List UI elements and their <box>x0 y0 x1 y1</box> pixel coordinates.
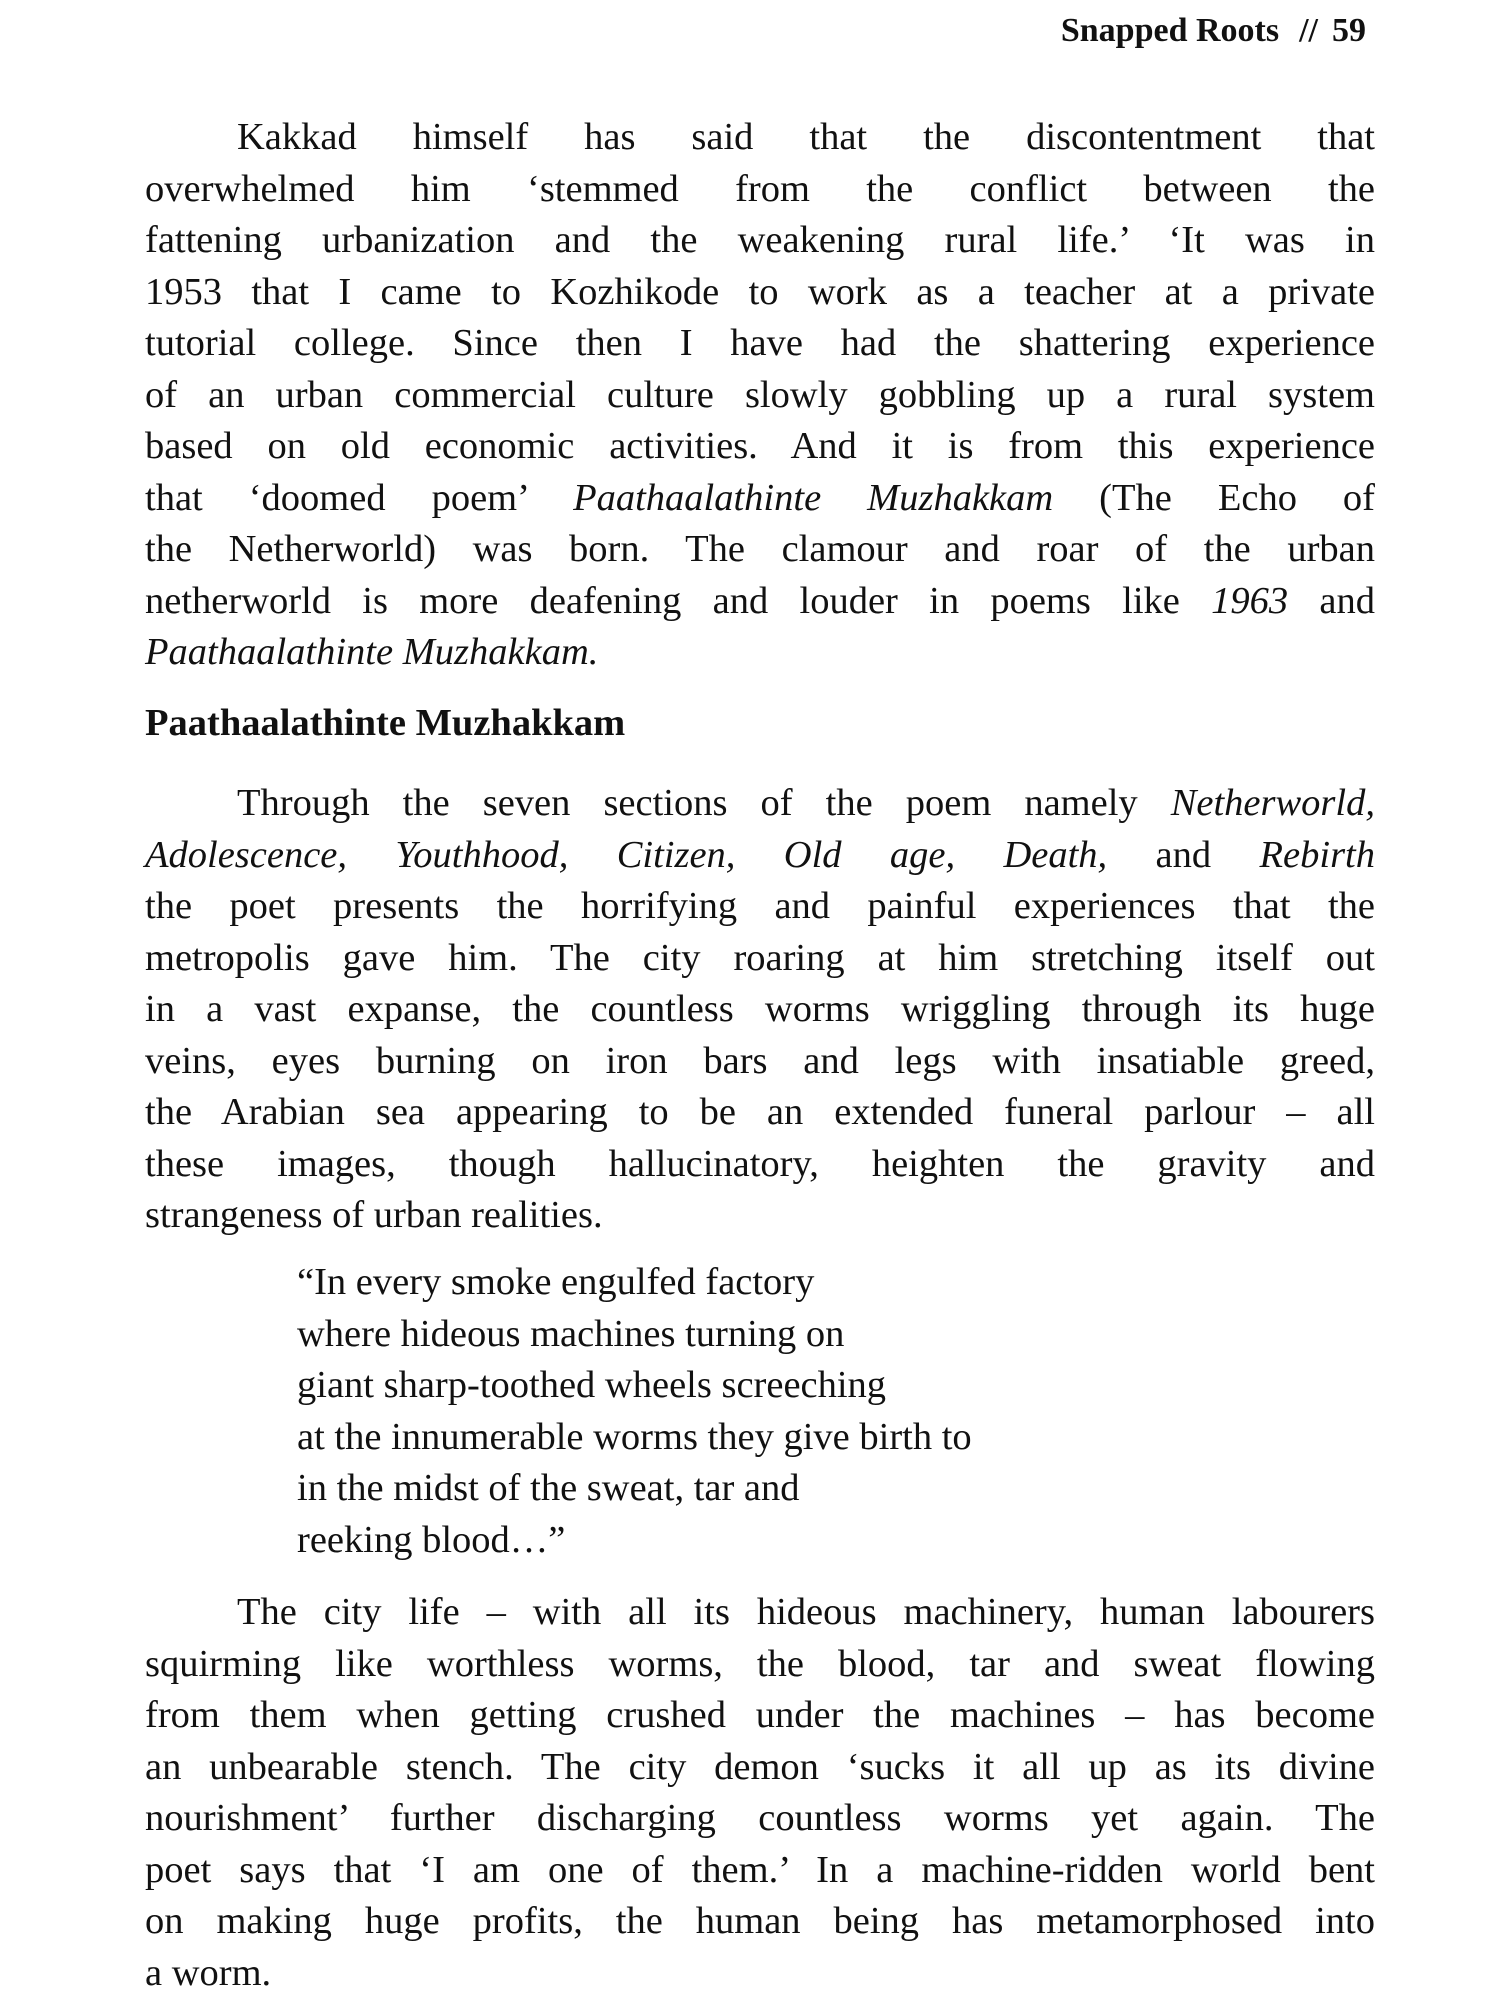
paragraph-intro <box>145 112 1375 679</box>
text-run: that ‘doomed poem’ <box>145 476 574 519</box>
text-line: nourishment’ further discharging countless worms yet again. The <box>145 1797 1375 1839</box>
text-run: (The Echo of <box>1053 476 1376 519</box>
poem-title-italic: Paathaalathinte Muzhakkam <box>573 476 1054 519</box>
text-line: 1953 that I came to Kozhikode to work as a teacher at a private <box>145 270 1375 313</box>
text-line: overwhelmed him ‘stemmed from the conflict between the <box>145 167 1375 210</box>
text-line <box>145 627 1375 679</box>
text-line <box>145 778 1375 830</box>
text-line <box>145 473 1375 525</box>
text-line: in a vast expanse, the countless worms wriggling through its huge <box>145 988 1375 1030</box>
section-names-italic: Rebirth <box>1259 833 1375 876</box>
verse-line: reeking blood…” <box>297 1518 566 1561</box>
header-separator: // <box>1299 12 1318 49</box>
paragraph-city-life <box>145 1587 1375 1999</box>
section-names-italic: Adolescence, Youthhood, Citizen, Old age, Death, <box>145 833 1108 876</box>
page-number: 59 <box>1332 12 1366 49</box>
text-line: strangeness of urban realities. <box>145 1194 603 1236</box>
poem-title-italic: 1963 <box>1211 579 1289 622</box>
text-line: Kakkad himself has said that the discontentment that <box>237 116 1375 158</box>
text-line: the Netherworld) was born. The clamour and roar of the urban <box>145 528 1375 570</box>
section-names-italic: Netherworld, <box>1170 782 1375 824</box>
text-line: based on old economic activities. And it is from this experience <box>145 425 1375 467</box>
text-line: fattening urbanization and the weakening rural life.’ ‘It was in <box>145 219 1375 261</box>
poem-title-italic: Paathaalathinte Muzhakkam. <box>145 631 599 673</box>
text-line <box>145 830 1375 882</box>
paragraph-sections <box>145 778 1375 1242</box>
text-line: the Arabian sea appearing to be an extended funeral parlour – all <box>145 1091 1375 1133</box>
verse-line: “In every smoke engulfed factory <box>297 1261 815 1303</box>
text-run: and <box>1288 579 1375 622</box>
verse-line: at the innumerable worms they give birth to <box>297 1415 972 1458</box>
verse-line: giant sharp-toothed wheels screeching <box>297 1364 887 1406</box>
text-line: from them when getting crushed under the machines – has become <box>145 1694 1375 1736</box>
text-line: metropolis gave him. The city roaring at him stretching itself out <box>145 936 1375 979</box>
text-line: squirming like worthless worms, the blood, tar and sweat flowing <box>145 1642 1375 1685</box>
section-heading: Paathaalathinte Muzhakkam <box>145 702 626 744</box>
text-run: and <box>1107 833 1260 876</box>
text-line: an unbearable stench. The city demon ‘sucks it all up as its divine <box>145 1745 1375 1788</box>
text-line: veins, eyes burning on iron bars and legs with insatiable greed, <box>145 1039 1375 1082</box>
text-line: of an urban commercial culture slowly gobbling up a rural system <box>145 373 1375 416</box>
text-run: Through the seven sections of the poem namely <box>237 782 1171 824</box>
text-line: poet says that ‘I am one of them.’ In a machine-ridden world bent <box>145 1848 1375 1891</box>
text-line: on making huge profits, the human being has metamorphosed into <box>145 1900 1375 1942</box>
text-line: the poet presents the horrifying and painful experiences that the <box>145 885 1375 927</box>
text-line: tutorial college. Since then I have had the shattering experience <box>145 322 1375 364</box>
text-line: The city life – with all its hideous machinery, human labourers <box>237 1591 1375 1633</box>
text-run: netherworld is more deafening and louder in poems like <box>145 579 1212 622</box>
running-title: Snapped Roots <box>1060 12 1280 49</box>
running-header <box>1061 6 1366 56</box>
text-line: these images, though hallucinatory, heighten the gravity and <box>145 1142 1375 1185</box>
verse-line: in the midst of the sweat, tar and <box>297 1467 800 1509</box>
verse-quotation <box>297 1257 972 1566</box>
verse-line: where hideous machines turning on <box>297 1312 845 1355</box>
text-line <box>145 576 1375 628</box>
text-line: a worm. <box>145 1951 272 1994</box>
